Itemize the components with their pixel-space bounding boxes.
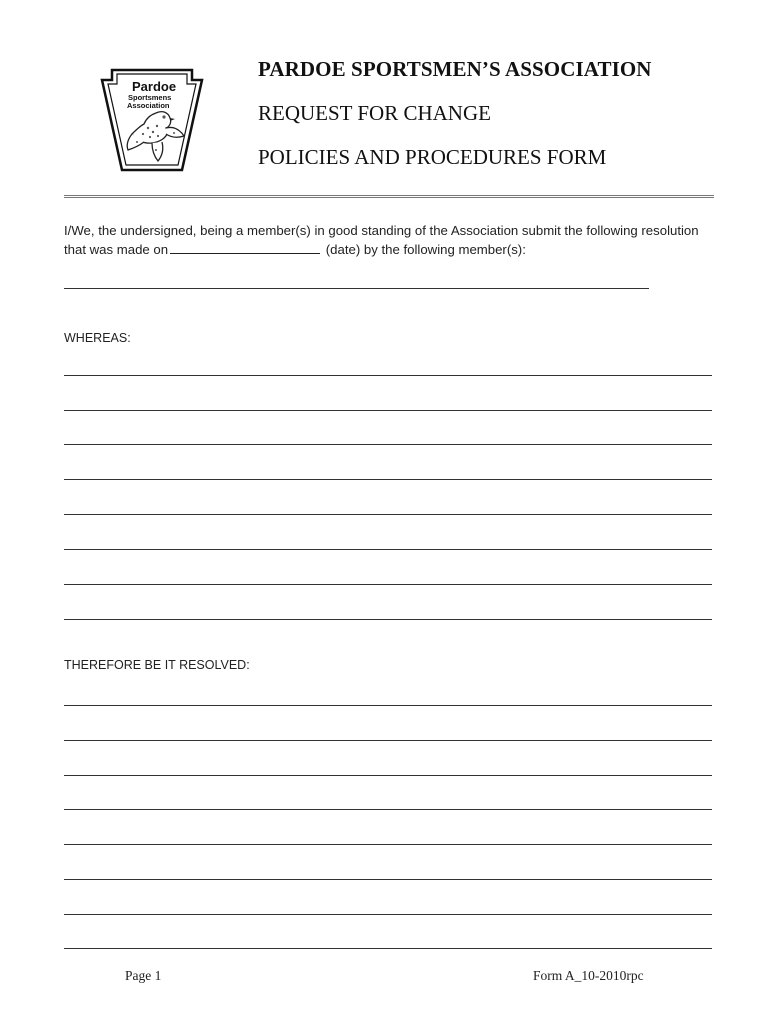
logo-text-sportsmens: Sportsmens <box>128 93 172 102</box>
resolved-line[interactable] <box>64 775 712 776</box>
whereas-line[interactable] <box>64 584 712 585</box>
intro-paragraph <box>64 221 720 259</box>
resolved-line[interactable] <box>64 809 712 810</box>
page-number: Page 1 <box>125 968 162 983</box>
whereas-line[interactable] <box>64 514 712 515</box>
whereas-line[interactable] <box>64 619 712 620</box>
whereas-line[interactable] <box>64 549 712 550</box>
intro-text-part1: I/We, the undersigned, being a member(s) in good standing of the Association submit the following resolution that was made on <box>64 223 699 257</box>
resolved-line[interactable] <box>64 844 712 845</box>
resolved-label: THEREFORE BE IT RESOLVED: <box>64 658 250 672</box>
whereas-line[interactable] <box>64 479 712 480</box>
association-logo <box>96 66 208 176</box>
form-title-line1: REQUEST FOR CHANGE <box>258 101 491 125</box>
header-divider <box>64 195 714 198</box>
whereas-label: WHEREAS: <box>64 331 131 345</box>
members-field[interactable] <box>64 288 649 289</box>
form-identifier: Form A_10-2010rpc <box>533 968 644 983</box>
resolved-line[interactable] <box>64 948 712 949</box>
form-title-line2: POLICIES AND PROCEDURES FORM <box>258 145 607 169</box>
resolved-line[interactable] <box>64 740 712 741</box>
date-field[interactable] <box>170 241 320 254</box>
logo-text-association: Association <box>127 101 170 110</box>
intro-text-part2: (date) by the following member(s): <box>322 242 526 257</box>
resolved-line[interactable] <box>64 914 712 915</box>
org-name-heading: PARDOE SPORTSMEN’S ASSOCIATION <box>258 57 652 81</box>
whereas-line[interactable] <box>64 375 712 376</box>
whereas-line[interactable] <box>64 444 712 445</box>
resolved-line[interactable] <box>64 879 712 880</box>
logo-text-pardoe: Pardoe <box>132 79 177 94</box>
resolved-line[interactable] <box>64 705 712 706</box>
whereas-line[interactable] <box>64 410 712 411</box>
